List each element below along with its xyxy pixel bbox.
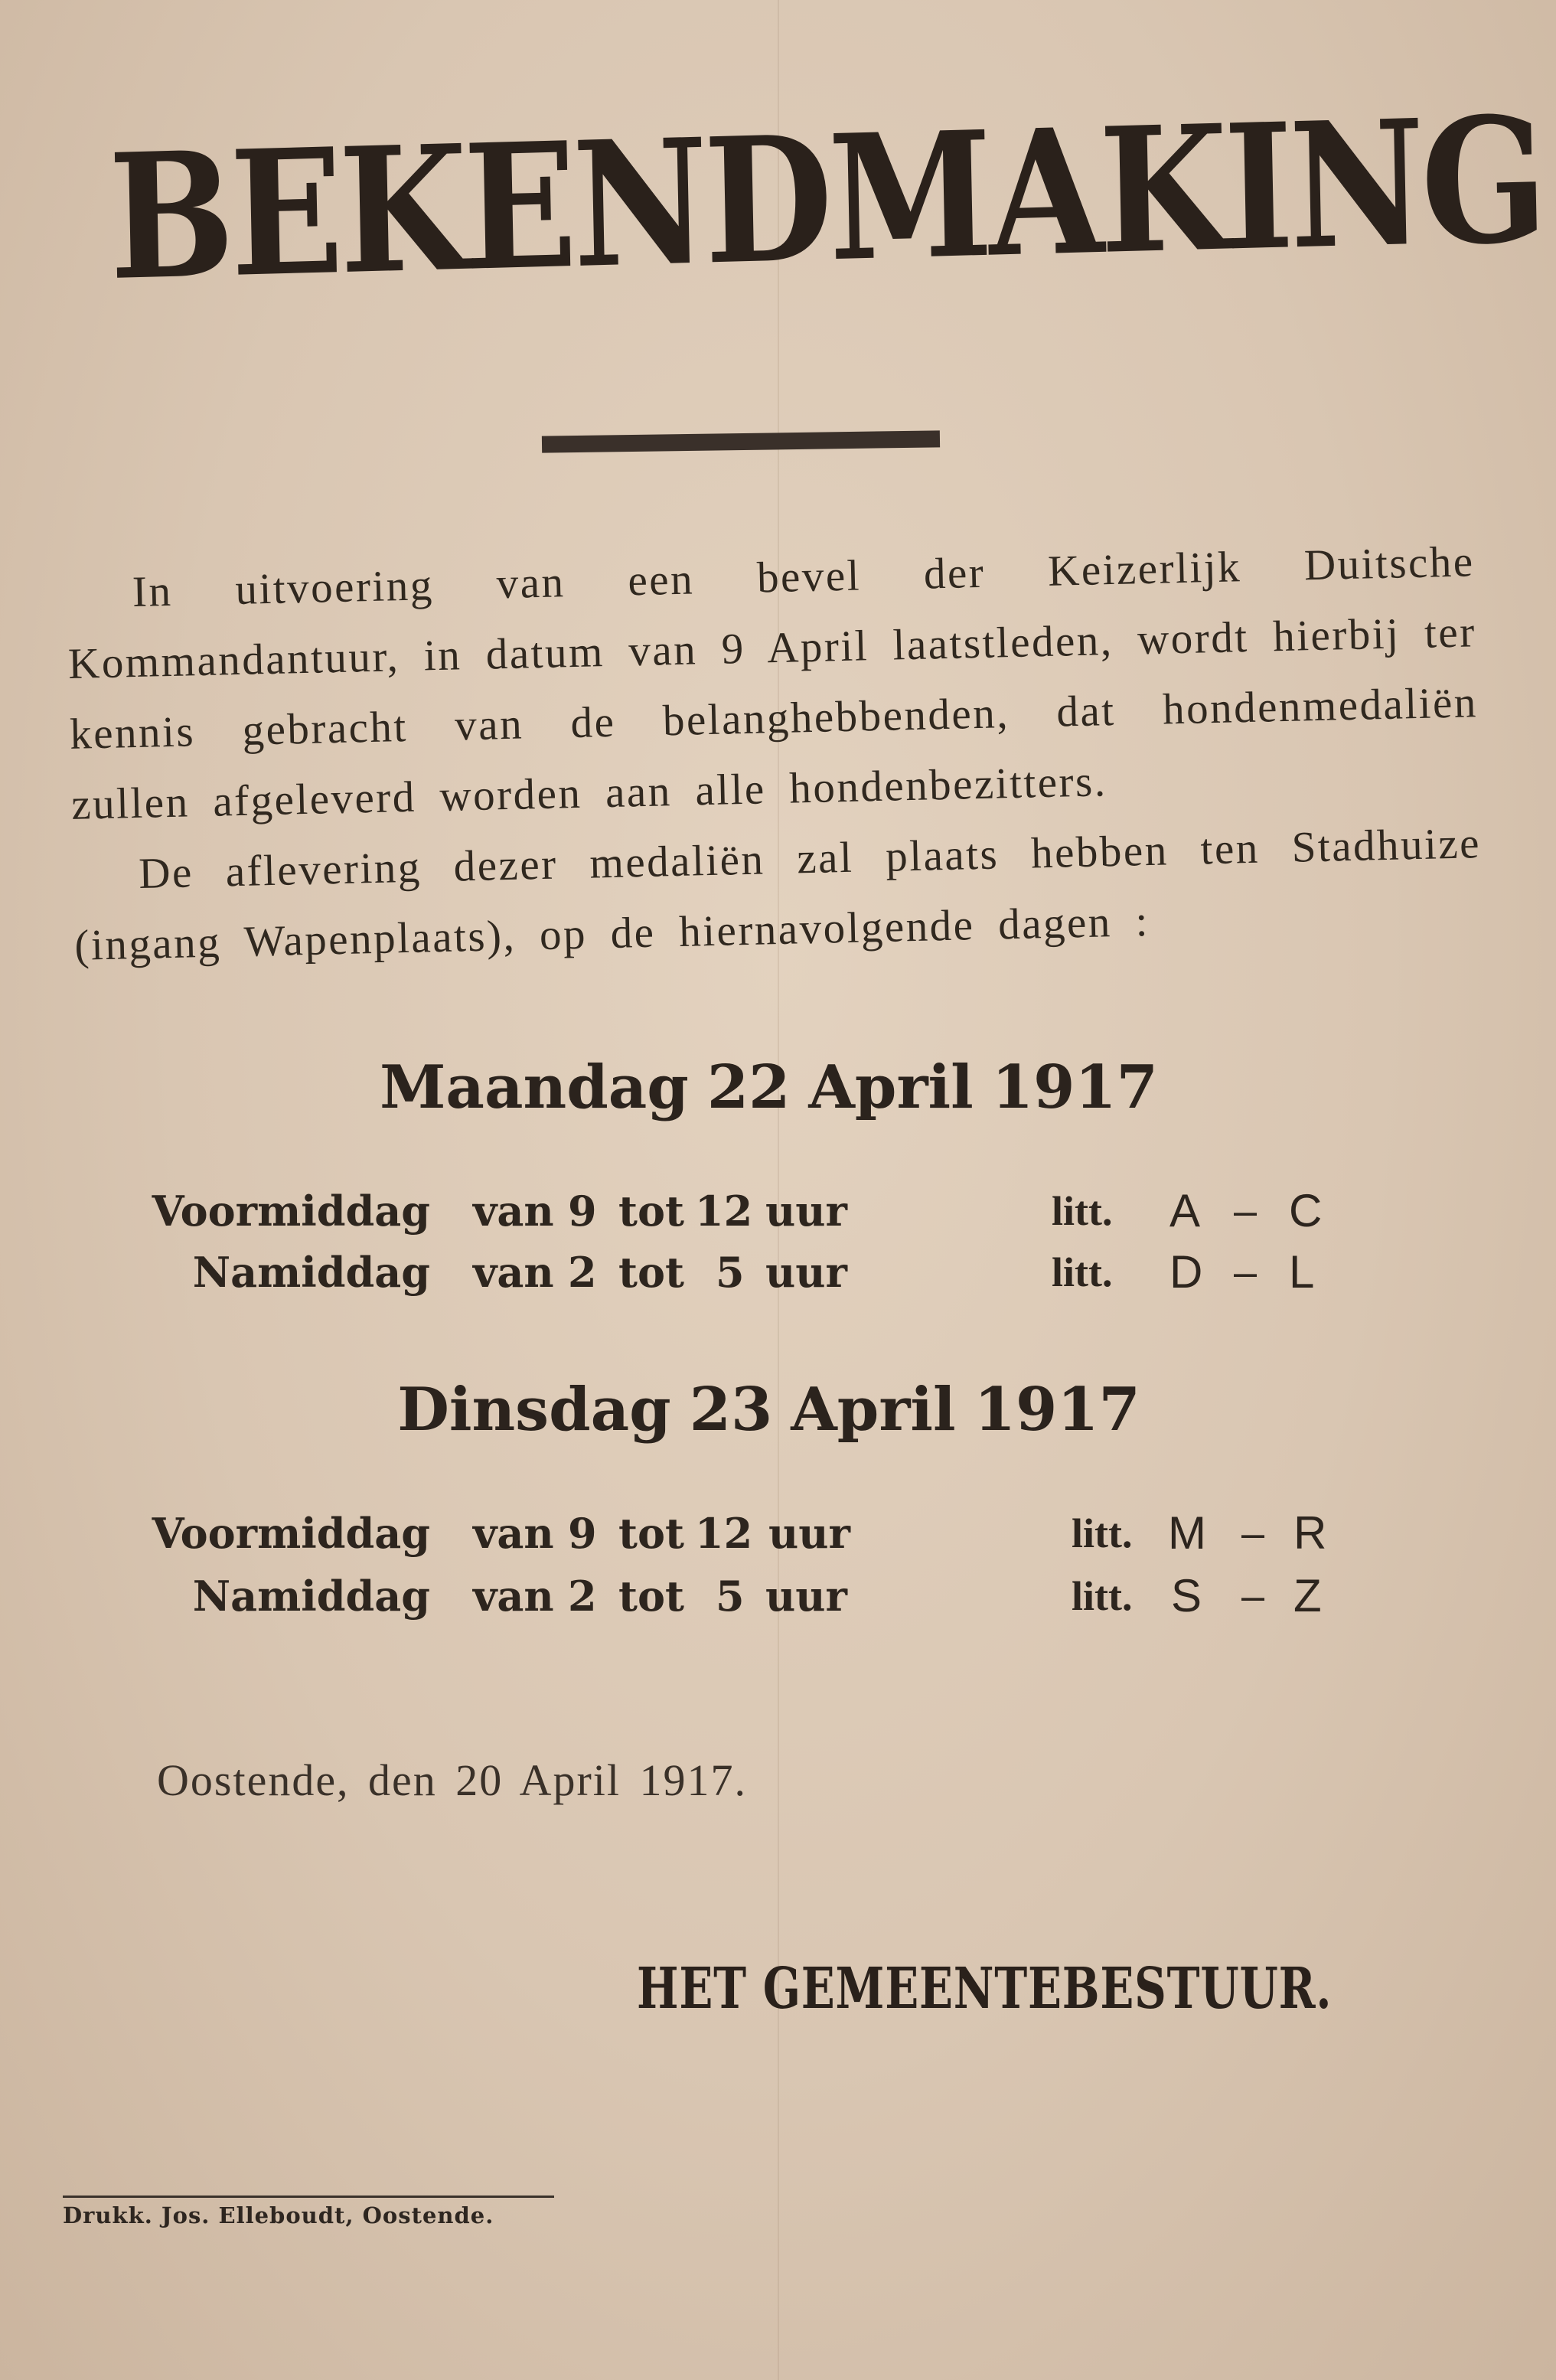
- day-year: 1917: [991, 1053, 1158, 1122]
- session-letter-from: S: [1171, 1570, 1202, 1621]
- session-letter-from: M: [1168, 1507, 1206, 1559]
- printer-rule: [63, 2196, 554, 2198]
- session-uur: uur: [765, 1572, 847, 1621]
- session-van: van: [473, 1187, 554, 1236]
- session-tot: tot: [618, 1572, 684, 1621]
- printer-imprint: Drukk. Jos. Elleboudt, Oostende.: [63, 2202, 494, 2228]
- session-letter-dash: –: [1241, 1510, 1265, 1556]
- session-tot: tot: [618, 1248, 684, 1297]
- day-year: 1917: [974, 1375, 1140, 1445]
- intro-paragraph-2: De aflevering dezer medaliën zal plaats hebben ten Stadhuize (ingang Wapenplaats), op de hiernavolgende dagen :: [73, 819, 1482, 970]
- session-from-hour: 2: [568, 1248, 597, 1297]
- session-van: van: [473, 1509, 554, 1558]
- day-heading-monday: [0, 1053, 1556, 1122]
- session-letter-dash: –: [1234, 1188, 1258, 1234]
- day-month: April: [791, 1375, 956, 1445]
- day-name: Maandag: [380, 1053, 689, 1122]
- session-tot: tot: [618, 1509, 684, 1558]
- session-litt: litt.: [1052, 1249, 1113, 1295]
- session-to-hour: 12: [695, 1187, 753, 1236]
- title-underline-rule: [542, 430, 940, 452]
- session-uur: uur: [768, 1509, 850, 1558]
- session-uur: uur: [765, 1248, 847, 1297]
- session-from-hour: 2: [568, 1572, 597, 1621]
- session-letter-dash: –: [1234, 1249, 1258, 1295]
- session-to-hour: 5: [716, 1572, 745, 1621]
- signature-municipality: HET GEMEENTEBESTUUR.: [637, 1956, 1333, 2022]
- session-litt: litt.: [1072, 1510, 1133, 1556]
- session-label: Namiddag: [192, 1572, 430, 1621]
- schedule-row: [0, 1184, 1556, 1238]
- poster-title: BEKENDMAKING: [106, 79, 1546, 320]
- schedule-row: [0, 1507, 1556, 1560]
- place-and-date: Oostende, den 20 April 1917.: [157, 1755, 748, 1805]
- day-month: April: [808, 1053, 974, 1122]
- session-from-hour: 9: [568, 1187, 597, 1236]
- schedule-row: [0, 1246, 1556, 1299]
- intro-text: [66, 527, 1483, 981]
- session-letter-to: R: [1293, 1507, 1327, 1559]
- session-to-hour: 12: [695, 1509, 753, 1558]
- day-name: Dinsdag: [397, 1375, 671, 1445]
- day-heading-tuesday: [0, 1375, 1556, 1445]
- session-litt: litt.: [1072, 1573, 1133, 1619]
- session-label: Voormiddag: [152, 1509, 430, 1558]
- session-letter-to: Z: [1293, 1570, 1322, 1621]
- session-label: Voormiddag: [152, 1187, 430, 1236]
- session-van: van: [473, 1572, 554, 1621]
- session-from-hour: 9: [568, 1509, 597, 1558]
- schedule-row: [0, 1569, 1556, 1623]
- session-uur: uur: [765, 1187, 847, 1236]
- session-tot: tot: [618, 1187, 684, 1236]
- session-van: van: [473, 1248, 554, 1297]
- session-label: Namiddag: [192, 1248, 430, 1297]
- intro-paragraph-1: In uitvoering van een bevel der Keizerlijk Duitsche Kommandantuur, in datum van 9 April laatstleden, wordt hierbij ter kennis gebracht van de belanghebbenden, dat hondenmedaliën zullen afgeleverd worden aan alle hondenbezitters.: [67, 537, 1479, 829]
- session-to-hour: 5: [716, 1248, 745, 1297]
- session-letter-from: A: [1169, 1185, 1201, 1236]
- session-letter-to: L: [1289, 1246, 1315, 1298]
- day-date: 22: [706, 1053, 791, 1122]
- session-litt: litt.: [1052, 1188, 1113, 1234]
- day-date: 23: [689, 1375, 773, 1445]
- session-letter-from: D: [1169, 1246, 1203, 1298]
- session-letter-to: C: [1289, 1185, 1323, 1236]
- session-letter-dash: –: [1241, 1573, 1265, 1619]
